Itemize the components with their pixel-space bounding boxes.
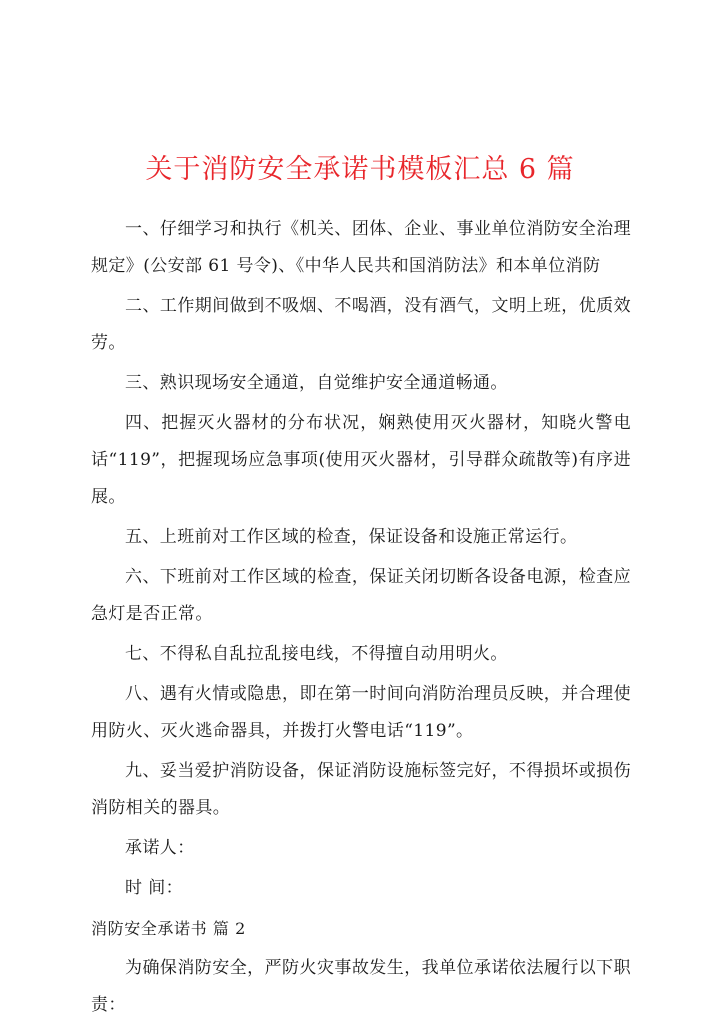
document-body <box>91 211 631 1024</box>
paragraph-8: 八、遇有火情或隐患，即在第一时间向消防治理员反映，并合理使用防火、灭火逃命器具，并拨打火警电话“119”。 <box>91 684 631 741</box>
promisor-label: 承诺人： <box>125 838 195 858</box>
document-title: 关于消防安全承诺书模板汇总 6 篇 <box>145 154 575 185</box>
paragraph-7: 七、不得私自乱拉乱接电线，不得擅自动用明火。 <box>125 644 508 664</box>
paragraph-5: 五、上班前对工作区域的检查，保证设备和设施正常运行。 <box>125 527 578 547</box>
time-label: 时 间： <box>125 878 184 898</box>
section-heading: 消防安全承诺书 篇 2 <box>91 919 246 938</box>
paragraph-9: 九、妥当爱护消防设备，保证消防设施标签完好，不得损坏或损伤消防相关的器具。 <box>91 761 631 818</box>
paragraph-4: 四、把握灭火器材的分布状况，娴熟使用灭火器材，知晓火警电话“119”，把握现场应急事项(使用灭火器材，引导群众疏散等)有序进展。 <box>91 413 631 507</box>
paragraph-3: 三、熟识现场安全通道，自觉维护安全通道畅通。 <box>125 373 508 393</box>
paragraph-1: 一、仔细学习和执行《机关、团体、企业、事业单位消防安全治理规定》(公安部 61 号令)、《中华人民共和国消防法》和本单位消防 <box>91 219 631 276</box>
paragraph-2: 二、工作期间做到不吸烟、不喝酒，没有酒气，文明上班，优质效劳。 <box>91 296 631 353</box>
paragraph-6: 六、下班前对工作区域的检查，保证关闭切断各设备电源，检查应急灯是否正常。 <box>91 567 631 624</box>
section-paragraph: 为确保消防安全，严防火灾事故发生，我单位承诺依法履行以下职责： <box>91 958 631 1015</box>
